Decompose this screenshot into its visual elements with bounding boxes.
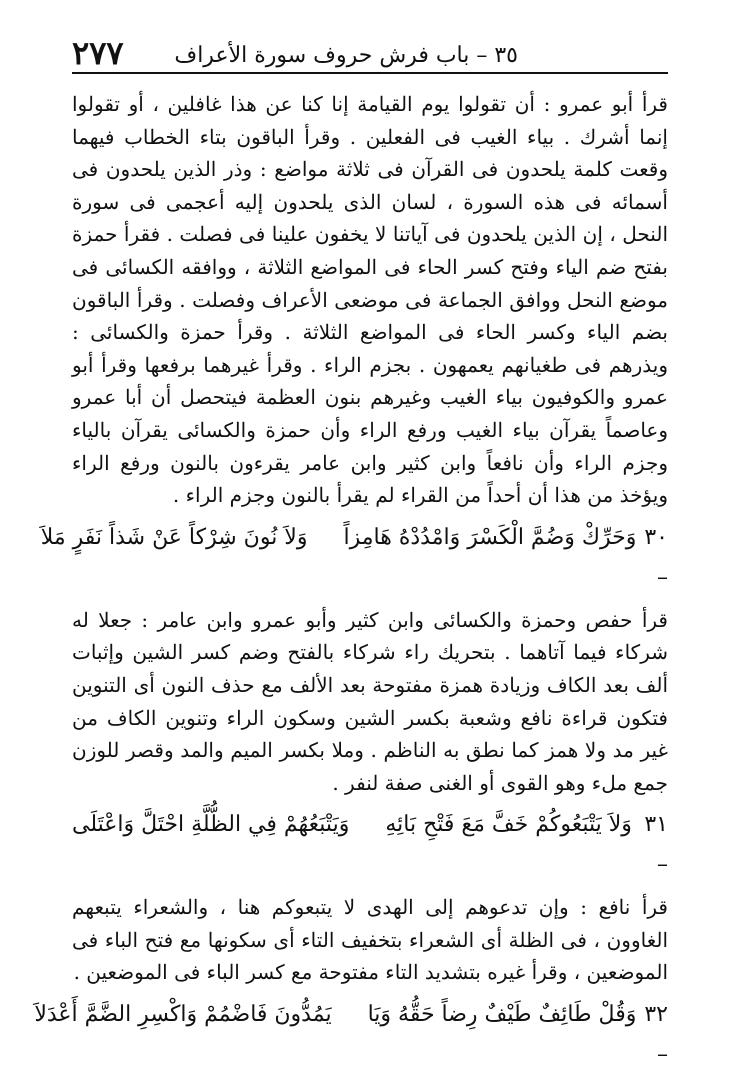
commentary-paragraph: قرأ حفص وحمزة والكسائى وابن كثير وأبو عمرو وابن عامر : جعلا له شركاء فيما آتاهما . بتحريك راء شركاء بالفتح وضم كسر الشين وإثبات ألف بعد الكاف وزيادة همزة مفتوحة بعد الألف مع حذف النون أى التنوين فتكون قراءة نافع وشعبة بكسر الشين وسكون الراء وتنوين الكاف من غير مد ولا همز كما نطق به الناظم . وملا بكسر الميم والمد وقصر للوزن جمع ملء وهو القوى أو الغنى صفة لنفر . [72, 607, 668, 795]
page-number: ٢٧٧ [72, 34, 124, 72]
verse-second-hemistich: وَيَتْبَعُهُمْ فِي الظُّلَّةِ احْتَلَّ وَاعْتَلَى [72, 812, 350, 838]
running-title: ٣٥ – باب فرش حروف سورة الأعراف [174, 43, 518, 68]
poem-verse [40, 518, 668, 598]
verse-number: ٣٠ – [644, 524, 668, 590]
commentary-paragraph: قرأ نافع : وإن تدعوهم إلى الهدى لا يتبعوكم هنا ، والشعراء يتبعهم الغاوون ، فى الظلة أى الشعراء بتخفيف التاء أى سكونها مع فتح الباء فى الموضعين ، وقرأ غيره بتشديد التاء مفتوحة مع كسر الباء فى الموضعين . [72, 895, 668, 985]
verse-first-hemistich: وَقُلْ طَائِفٌ طَيْفٌ رِضاً حَقُّهُ وَيَا [367, 1002, 637, 1028]
page-header [72, 28, 668, 72]
verse-second-hemistich: وَلاَ نُونَ شِرْكاً عَنْ شَذاً نَفَرٍ مَلاَ [40, 524, 308, 550]
poem-verse [34, 995, 668, 1075]
verse-first-hemistich: وَحَرِّكْ وَضُمَّ الْكَسْرَ وَامْدُدْهُ هَامِزاً [343, 524, 637, 550]
commentary-paragraph: قرأ أبو عمرو : أن تقولوا يوم القيامة إنا كنا عن هذا غافلين ، أو تقولوا إنما أشرك . بياء الغيب فى الفعلين . وقرأ الباقون بتاء الخطاب فيهما وقعت كلمة يلحدون فى القرآن فى ثلاثة مواضع : وذر الذين يلحدون فى أسمائه فى هذه السورة ، لسان الذى يلحدون إليه أعجمى فى سورة النحل ، إن الذين يلحدون فى آياتنا لا يخفون علينا فى فصلت . فقرأ حمزة بفتح ضم الياء وفتح كسر الحاء فى المواضع الثلاثة ، ووافقه الكسائى فى موضع النحل ووافق الجماعة فى موضعى الأعراف وفصلت . وقرأ الباقون بضم الياء وكسر الحاء فى المواضع الثلاثة . وقرأ حمزة والكسائى : ويذرهم فى طغيانهم يعمهون . بجزم الراء . وقرأ غيرهما برفعها وقرأ أبو عمرو والكوفيون بياء الغيب وغيرهم بنون العظمة فيتحصل أن أبا عمرو وعاصماً يقرآن بياء الغيب ورفع الراء وأن حمزة والكسائى يقرآن بالياء وجزم الراء وأن نافعاً وابن كثير وابن عامر يقرءون بالنون ورفع الراء ويؤخذ من هذا أن أحداً من القراء لم يقرأ بالنون وجزم الراء . [72, 92, 668, 508]
verse-number: ٣١ – [644, 812, 668, 878]
verse-number: ٣٢ – [644, 1002, 668, 1068]
page-content [34, 88, 668, 1068]
verse-first-hemistich: وَلاَ يَتْبَعُوكُمْ خَفَّ مَعَ فَتْحِ بَائِهِ [385, 812, 632, 838]
poem-verse [72, 805, 668, 885]
header-divider [72, 72, 668, 74]
verse-second-hemistich: يَمُدُّونَ فَاضْمُمْ وَاكْسِرِ الضَّمَّ أَعْدَلاَ [34, 1002, 332, 1028]
